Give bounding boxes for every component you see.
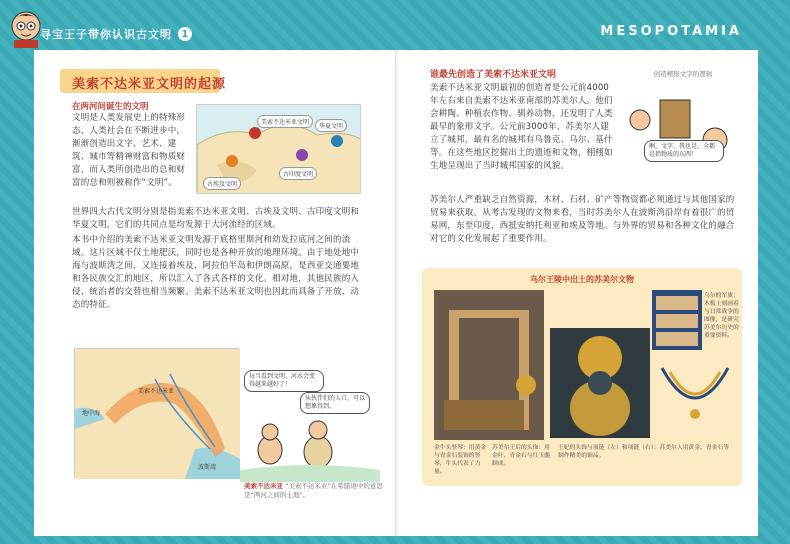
series-title: 寻宝王子带你认识古文明 xyxy=(40,28,172,41)
map-caption xyxy=(244,482,384,500)
artifact-panel xyxy=(422,268,742,486)
caption-headdress: 苏美尔王后的头饰：用金叶、青金石与红玉髓制成。 xyxy=(492,445,550,467)
cartoon-river-scene xyxy=(240,370,380,482)
map-label-india: 古印度文明 xyxy=(279,167,317,180)
scribe-illustration xyxy=(620,80,738,180)
paragraph-mesopotamia-origin: 本书中介绍的美索不达米亚文明发源于底格里斯河和幼发拉底河之间的流域。这片区域不仅土地肥沃，同时也是各种开放的地理环境。由于地处地中海与波斯湾之间，又连接着埃及、阿拉伯半岛和伊朗高原，是西亚交通要地和各民族交汇的地区，所以汇入了各式各样的文化。相对地，其他民族的入侵、统治者的交替也相当频繁。美索不达米亚文明也因此而具备了开放、动态的特征。 xyxy=(72,235,360,310)
left-page-subtitle: 在两河间诞生的文明 xyxy=(72,102,149,112)
caption-standard: 乌尔的军旗：木板上刻画着与日常战争的图像，是研究苏美尔历史的重要资料。 xyxy=(704,293,739,339)
caption-text: “美索不达米亚”在希腊语中的意思是“两河之间的土地”。 xyxy=(244,482,383,499)
caption-necklace: 王妃的头饰与项链（左）和项链（右）：苏美尔人用黄金、青金石等制作精美的饰品。 xyxy=(558,445,730,459)
volume-number: 1 xyxy=(178,27,192,41)
queen-headdress-photo xyxy=(550,328,650,438)
artifact-panel-title: 乌尔王陵中出土的苏美尔文物 xyxy=(530,275,634,284)
map-label-china: 华夏文明 xyxy=(315,119,347,132)
mesopotamia-map xyxy=(74,348,239,478)
speech-bubble-2: 从伙伴们的人口，可以想象得到。 xyxy=(300,392,370,414)
royal-standard-photo xyxy=(652,290,702,350)
right-page-title: 谁最先创造了美索不达米亚文明 xyxy=(430,70,557,80)
necklace-photo xyxy=(652,358,738,438)
caption-title: 美索不达米亚 xyxy=(244,482,283,490)
cuneiform-cartoon-label: 创造楔形文字的逻辑 xyxy=(653,70,713,78)
cuneiform-cartoon xyxy=(620,70,738,180)
paragraph-trade: 苏美尔人严重缺乏自然资源，木材、石材、矿产等物资都必须通过与其他国家的贸易来获取。从考古发现的文物来看，当时苏美尔人在波斯湾沿岸有着很广的贸易网，东至印度，西抵安纳托利亚和埃及等地。与外界的贸易和各种文化的融合对它的文化发展起了重要作用。 xyxy=(430,195,735,244)
map-label-egypt: 古埃及文明 xyxy=(203,177,241,190)
left-page-title: 美索不达米亚文明的起源 xyxy=(72,77,227,92)
cuneiform-speech-bubble: 啊，文字，我也是，全都是指物质的东西！ xyxy=(644,140,724,162)
caption-lyre: 金牛头竖琴：用黄金与青金石装饰的竖琴，牛头代表了力量。 xyxy=(434,445,487,475)
world-civilization-map xyxy=(196,104,361,194)
left-page xyxy=(34,50,396,536)
section-label: MESOPOTAMIA xyxy=(600,24,742,39)
map-label-persian-gulf: 波斯湾 xyxy=(198,464,217,471)
paragraph-four-civilizations: 世界四大古代文明分别是指美索不达米亚文明、古埃及文明、古印度文明和华夏文明，它们的共同点是均发源于大河流经的区域。 xyxy=(72,207,360,230)
paragraph-civilization: 文明是人类发展史上的特殊形态，人类社会在不断进步中，渐渐创造出文字、艺术、建筑、城市等精神财富和物质财富，而人类所创造出的总和财富的总和则被称作“文明”。 xyxy=(72,113,186,188)
golden-lyre-photo xyxy=(434,290,544,440)
paragraph-sumerians: 美索不达米亚文明最初的创造者是公元前4000年左右来自美索不达米亚南部的苏美尔人。他们会耕陶、种植农作物、驯养动物，还发明了人类最早的象形文字。公元前3000年，苏美尔人建立了城邦，最有名的城邦有乌鲁克、乌尔、基什等。在这些地区挖掘出土的遗迹和文物，栩栩如生地呈现出了当时城邦国家的风貌。 xyxy=(430,83,613,171)
speech-bubble-1: 每当看到文明，河水会变得越来越好了！ xyxy=(244,370,324,392)
series-header xyxy=(40,24,192,44)
map-label-mediterranean: 地中海 xyxy=(82,410,101,417)
map-label-mesopotamia-region: 美索不达米亚 xyxy=(138,388,175,395)
map-label-mesopotamia: 美索不达米亚文明 xyxy=(257,115,313,128)
